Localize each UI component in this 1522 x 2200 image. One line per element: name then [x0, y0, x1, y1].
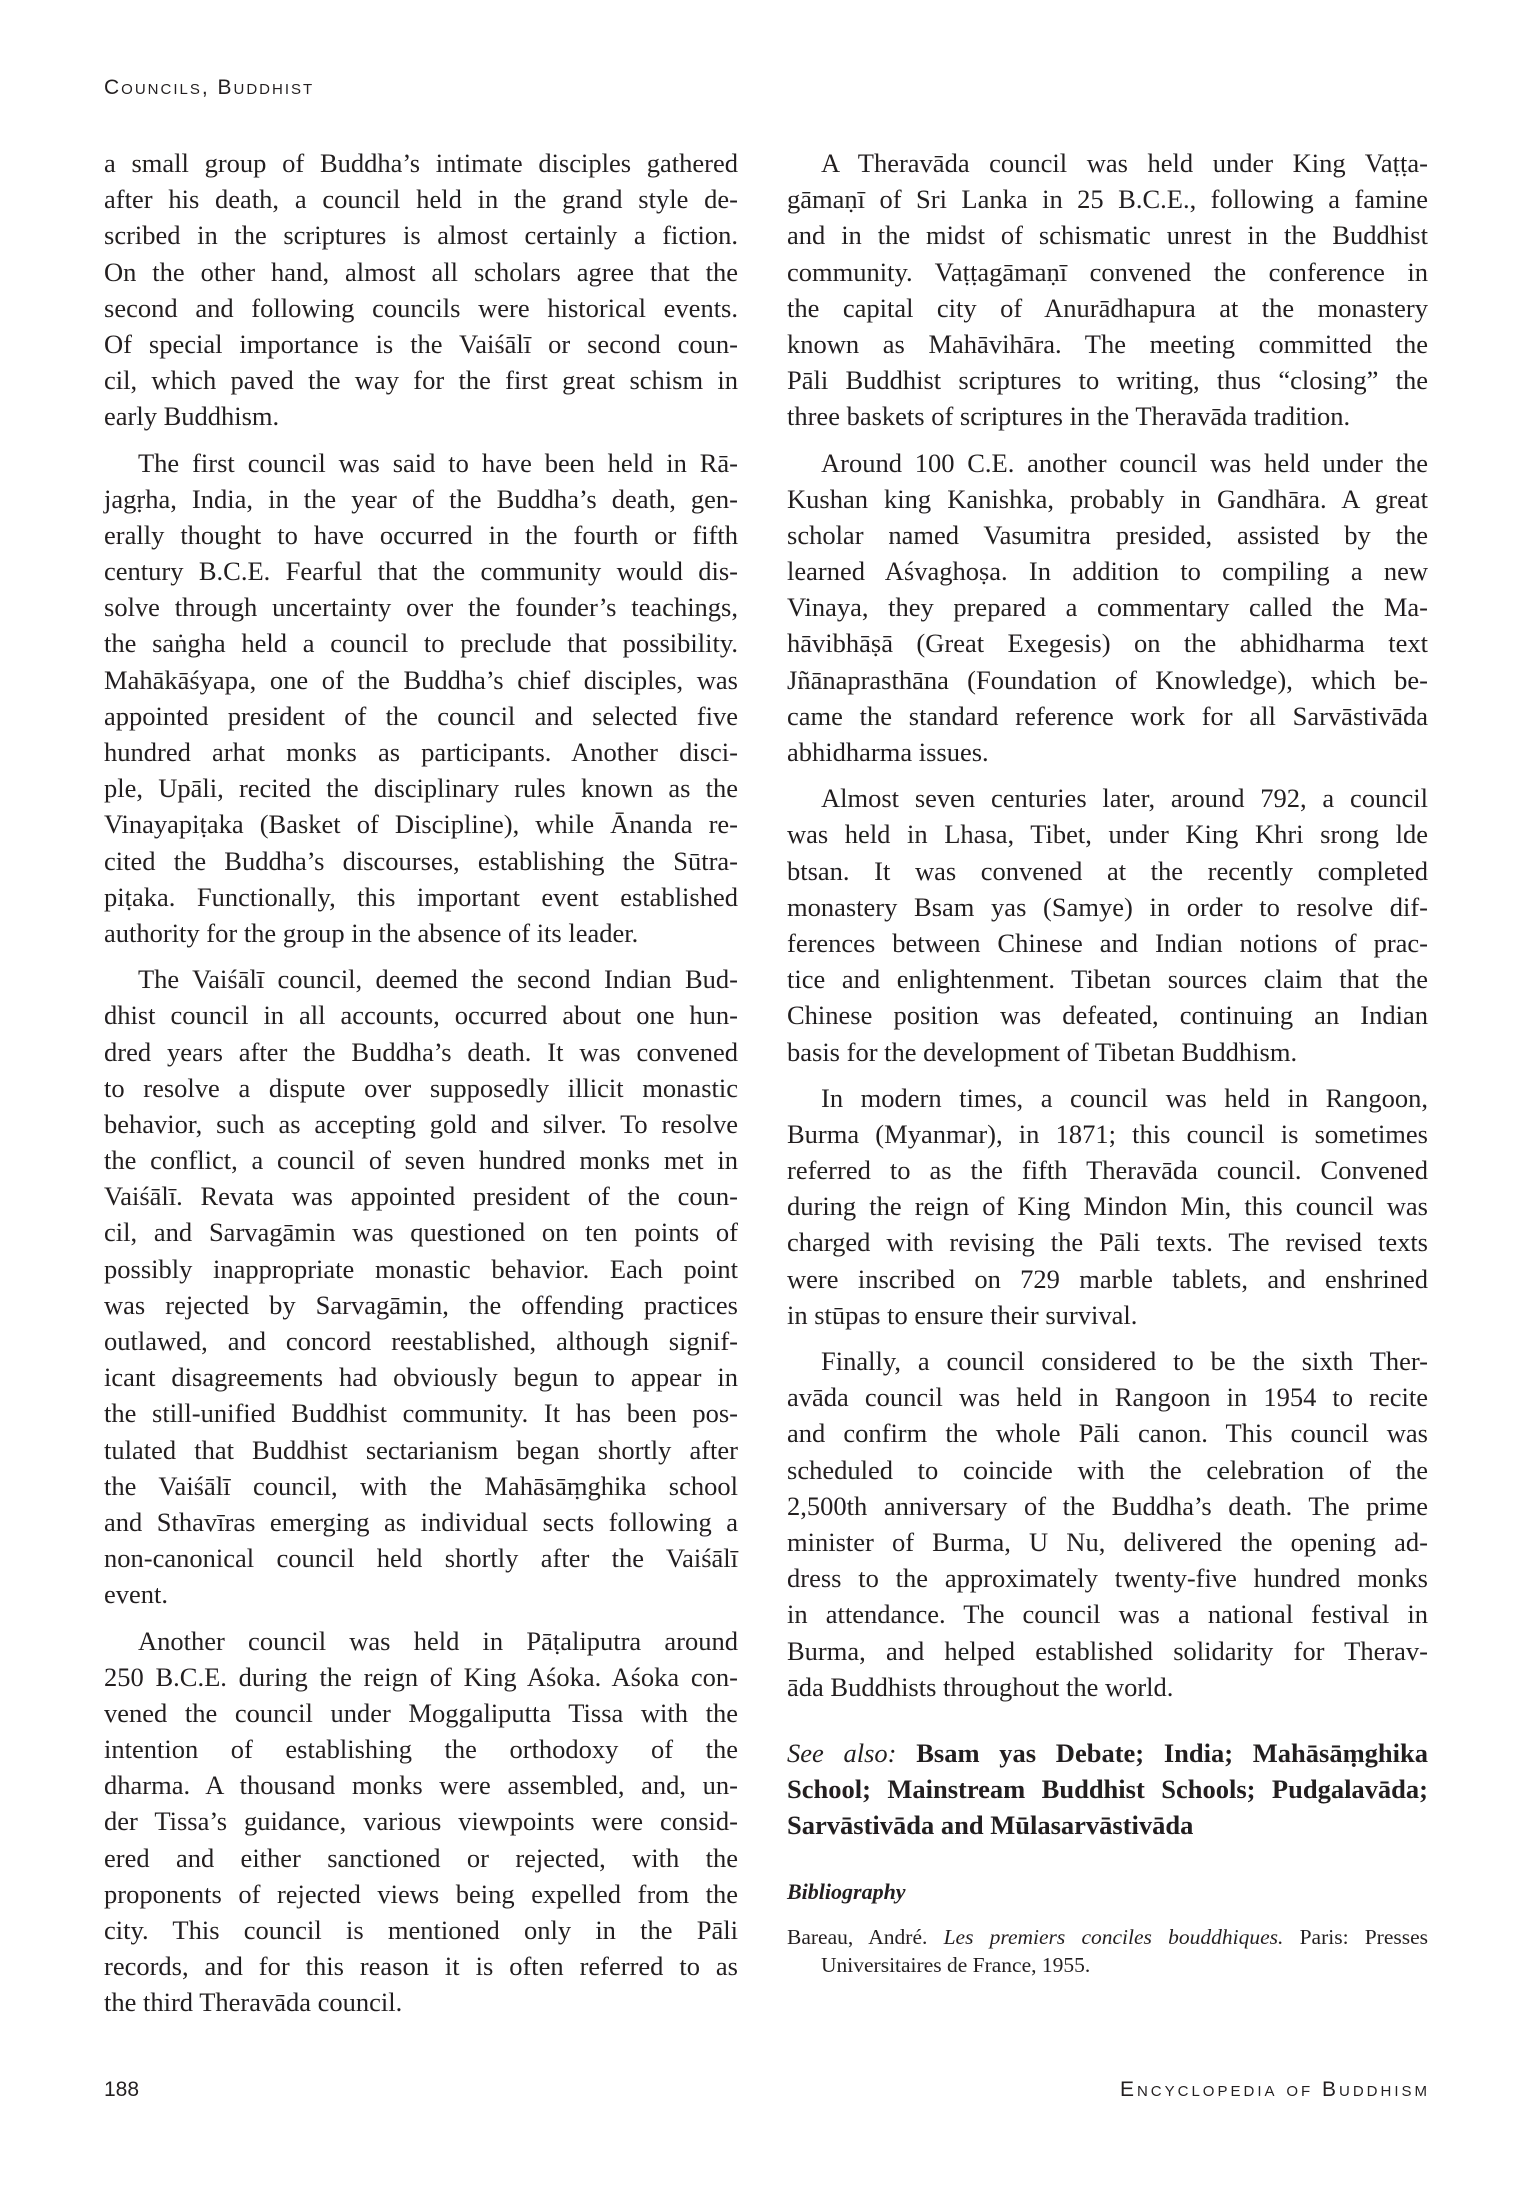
text-line: the third Theravāda council. — [104, 1987, 403, 2018]
text-line: Burma, and helped established solidarity for Therav- — [787, 1635, 1428, 1666]
text-line: tice and enlightenment. Tibetan sources claim that the — [787, 964, 1428, 995]
text-line: tulated that Buddhist sectarianism began shortly after — [104, 1434, 738, 1465]
text-line: second and following councils were historical events. — [104, 292, 738, 323]
text-line: the Vaiśālī council, with the Mahāsāṃghika school — [104, 1470, 738, 1501]
text-line: century B.C.E. Fearful that the community would dis- — [104, 556, 738, 587]
text-line: icant disagreements had obviously begun to appear in — [104, 1362, 738, 1393]
text-line: In modern times, a council was held in Rangoon, — [821, 1082, 1428, 1113]
cross-reference-links[interactable]: Sarvāstivāda and Mūlasarvāstivāda — [787, 1810, 1194, 1841]
text-line: The Vaiśālī council, deemed the second Indian Bud- — [138, 964, 738, 995]
bibliography-entry — [787, 1923, 1428, 1979]
paragraph — [104, 145, 738, 435]
text-line: āda Buddhists throughout the world. — [787, 1671, 1174, 1702]
text-line: Vinaya, they prepared a commentary called the Ma- — [787, 592, 1428, 623]
text-line: Jñānaprasthāna (Foundation of Knowledge), which be- — [787, 664, 1428, 695]
text-line: non-canonical council held shortly after the Vaiśālī — [104, 1543, 738, 1574]
text-line: appointed president of the council and selected five — [104, 700, 738, 731]
text-line: the capital city of Anurādhapura at the monastery — [787, 292, 1428, 323]
text-line: referred to as the fifth Theravāda council. Convened — [787, 1155, 1428, 1186]
text-line: ple, Upāli, recited the disciplinary rules known as the — [104, 773, 738, 804]
publication-title: Encyclopedia of Buddhism — [1119, 2078, 1430, 2101]
text-line: dred years after the Buddha’s death. It was convened — [104, 1036, 738, 1067]
see-also-block — [787, 1735, 1428, 1844]
paragraph — [104, 445, 738, 952]
text-line: was held in Lhasa, Tibet, under King Khri srong lde — [787, 819, 1428, 850]
text-line: cil, and Sarvagāmin was questioned on ten points of — [104, 1217, 738, 1248]
text-line: cil, which paved the way for the first great schism in — [104, 365, 738, 396]
text-line: Finally, a council considered to be the sixth Ther- — [821, 1346, 1428, 1376]
text-line: A Theravāda council was held under King Vaṭṭa- — [821, 148, 1428, 178]
text-line: Around 100 C.E. another council was held under the — [821, 447, 1428, 478]
cross-reference-links[interactable]: Bsam yas Debate; India; Mahāsāṃghika — [916, 1737, 1428, 1768]
text-line: Vinayapiṭaka (Basket of Discipline), while Ānanda re- — [104, 809, 738, 840]
text-line: and confirm the whole Pāli canon. This council was — [787, 1418, 1428, 1449]
text-line: piṭaka. Functionally, this important event established — [104, 881, 738, 912]
text-line: scholar named Vasumitra presided, assisted by the — [787, 519, 1428, 550]
text-line: the conflict, a council of seven hundred monks met in — [104, 1145, 738, 1176]
text-line: Another council was held in Pāṭaliputra around — [138, 1625, 738, 1656]
text-line: event. — [104, 1579, 169, 1610]
paragraph — [787, 145, 1428, 435]
bib-author: Bareau, André. — [787, 1925, 928, 1950]
text-line: behavior, such as accepting gold and silver. To resolve — [104, 1108, 738, 1139]
text-line: minister of Burma, U Nu, delivered the opening ad- — [787, 1526, 1428, 1557]
paragraph — [787, 780, 1428, 1070]
text-line: abhidharma issues. — [787, 737, 989, 767]
text-line: charged with revising the Pāli texts. The revised texts — [787, 1227, 1428, 1258]
text-line: cited the Buddha’s discourses, establishing the Sūtra- — [104, 845, 738, 876]
paragraph — [787, 1080, 1428, 1333]
text-line: hundred arhat monks as participants. Another disci- — [104, 737, 738, 767]
text-line: after his death, a council held in the grand style de- — [104, 184, 738, 215]
right-column — [787, 145, 1428, 1979]
text-line: Kushan king Kanishka, probably in Gandhāra. A great — [787, 483, 1428, 514]
left-column — [104, 145, 738, 2031]
text-line: dress to the approximately twenty-five hundred monks — [787, 1563, 1428, 1594]
page-number: 188 — [104, 2078, 140, 2101]
text-line: three baskets of scriptures in the Theravāda tradition. — [787, 401, 1351, 432]
text-line: hāvibhāṣā (Great Exegesis) on the abhidharma text — [787, 628, 1428, 659]
text-line: a small group of Buddha’s intimate disciples gathered — [104, 148, 738, 178]
text-line: in attendance. The council was a national festival in — [787, 1599, 1428, 1630]
text-line: early Buddhism. — [104, 401, 280, 432]
running-head: Councils, Buddhist — [104, 76, 315, 99]
paragraph — [787, 1343, 1428, 1705]
text-line: proponents of rejected views being expelled from the — [104, 1878, 738, 1909]
text-line: the saṅgha held a council to preclude that possibility. — [104, 628, 738, 659]
text-line: vened the council under Moggaliputta Tissa with the — [104, 1697, 738, 1728]
text-line: ered and either sanctioned or rejected, with the — [104, 1842, 738, 1873]
text-line: gāmaṇī of Sri Lanka in 25 B.C.E., following a famine — [787, 184, 1428, 215]
see-also-line — [787, 1735, 1428, 1771]
text-line: monastery Bsam yas (Samye) in order to resolve dif- — [787, 891, 1428, 922]
paragraph — [104, 1623, 738, 2021]
text-line: and in the midst of schismatic unrest in the Buddhist — [787, 220, 1428, 251]
text-line: records, and for this reason it is often referred to as — [104, 1951, 738, 1982]
text-line: were inscribed on 729 marble tablets, and enshrined — [787, 1263, 1428, 1294]
text-line: known as Mahāvihāra. The meeting committed the — [787, 328, 1428, 359]
text-line: The first council was said to have been held in Rā- — [138, 447, 738, 478]
text-line: intention of establishing the orthodoxy of the — [104, 1734, 738, 1765]
text-line: On the other hand, almost all scholars agree that the — [104, 256, 738, 287]
see-also-label: See also: — [787, 1737, 897, 1768]
text-line: 2,500th anniversary of the Buddha’s death. The prime — [787, 1490, 1428, 1521]
text-line: Of special importance is the Vaiśālī or second coun- — [104, 328, 738, 359]
text-line: dharma. A thousand monks were assembled, and, un- — [104, 1770, 738, 1801]
text-line: scheduled to coincide with the celebration of the — [787, 1454, 1428, 1485]
text-line: learned Aśvaghoṣa. In addition to compiling a new — [787, 556, 1428, 587]
text-line: came the standard reference work for all Sarvāstivāda — [787, 700, 1428, 731]
cross-reference-links[interactable]: School; Mainstream Buddhist Schools; Pudgalavāda; — [787, 1774, 1428, 1805]
text-line: Burma (Myanmar), in 1871; this council is sometimes — [787, 1118, 1428, 1149]
text-line: btsan. It was convened at the recently completed — [787, 855, 1428, 886]
text-line: outlawed, and concord reestablished, although signif- — [104, 1326, 738, 1356]
text-line: der Tissa’s guidance, various viewpoints were consid- — [104, 1806, 738, 1837]
text-line: Chinese position was defeated, continuing an Indian — [787, 1000, 1428, 1031]
text-line: avāda council was held in Rangoon in 1954 to recite — [787, 1382, 1428, 1413]
text-line: Pāli Buddhist scriptures to writing, thus “closing” the — [787, 365, 1428, 396]
text-line: in stūpas to ensure their survival. — [787, 1299, 1138, 1330]
text-line: the still-unified Buddhist community. It has been pos- — [104, 1398, 738, 1429]
text-line: city. This council is mentioned only in the Pāli — [104, 1915, 738, 1945]
text-line: to resolve a dispute over supposedly illicit monastic — [104, 1072, 738, 1103]
paragraph — [787, 445, 1428, 771]
text-line: Almost seven centuries later, around 792, a council — [821, 783, 1428, 814]
bib-publisher: Paris: Presses — [1299, 1925, 1429, 1950]
bibliography-heading: Bibliography — [787, 1879, 906, 1905]
text-line: authority for the group in the absence of its leader. — [104, 917, 639, 948]
text-line: scribed in the scriptures is almost certainly a fiction. — [104, 220, 738, 251]
text-line: solve through uncertainty over the founder’s teachings, — [104, 592, 738, 623]
text-line: ferences between Chinese and Indian notions of prac- — [787, 927, 1428, 958]
text-line: basis for the development of Tibetan Buddhism. — [787, 1036, 1298, 1067]
text-line: 250 B.C.E. during the reign of King Aśoka. Aśoka con- — [104, 1661, 738, 1692]
paragraph — [104, 961, 738, 1612]
text-line: and Sthavīras emerging as individual sects following a — [104, 1506, 738, 1537]
bib-publisher-continued: Universitaires de France, 1955. — [821, 1953, 1091, 1978]
text-line: erally thought to have occurred in the fourth or fifth — [104, 519, 738, 550]
text-line: Vaiśālī. Revata was appointed president of the coun- — [104, 1181, 738, 1212]
text-line: Mahākāśyapa, one of the Buddha’s chief disciples, was — [104, 664, 738, 695]
text-line: possibly inappropriate monastic behavior. Each point — [104, 1253, 738, 1284]
text-line: was rejected by Sarvagāmin, the offending practices — [104, 1289, 738, 1320]
bibliography-entry-line — [787, 1923, 1428, 1951]
bib-title: Les premiers conciles bouddhiques. — [943, 1925, 1284, 1950]
text-line: jagṛha, India, in the year of the Buddha’s death, gen- — [104, 483, 738, 514]
text-line: community. Vaṭṭagāmaṇī convened the conference in — [787, 256, 1428, 287]
text-line: during the reign of King Mindon Min, this council was — [787, 1191, 1428, 1222]
text-line: dhist council in all accounts, occurred about one hun- — [104, 1000, 738, 1031]
